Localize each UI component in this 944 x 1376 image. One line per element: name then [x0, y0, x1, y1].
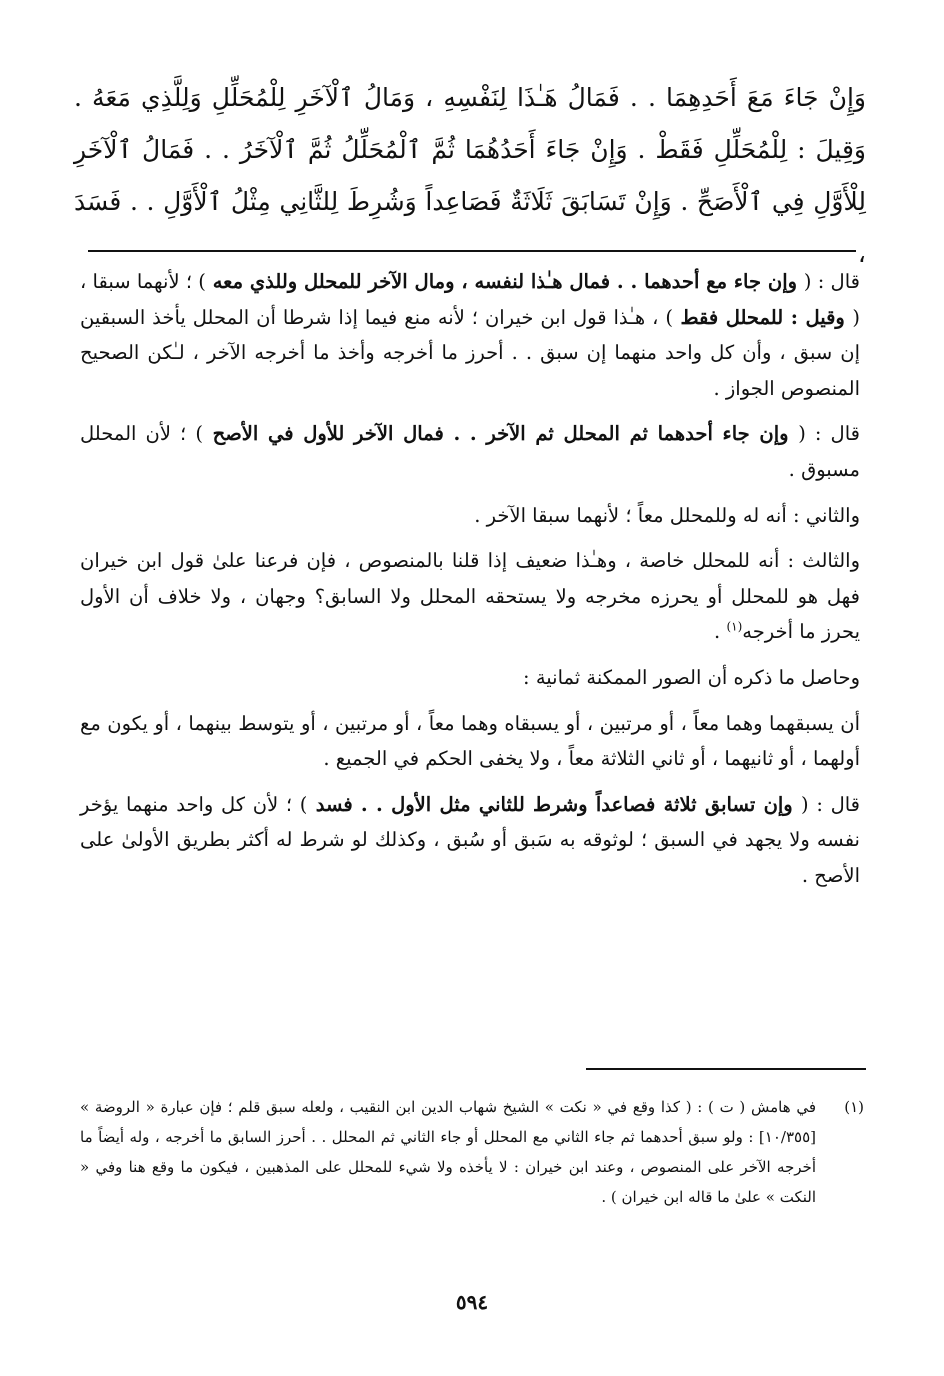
footnote-number: (١)	[844, 1098, 864, 1116]
commentary-paragraph-6: أن يسبقهما وهما معاً ، أو مرتبين ، أو يسبقاه وهما معاً ، أو مرتبين ، أو يتوسط بينهما ، أو يكون مع أولهما ، أو ثانيهما ، أو ثاني الثلاثة معاً ، ولا يخفى الحكم في الجميع .	[80, 711, 860, 771]
page-number: ٥٩٤	[455, 1290, 489, 1314]
quoted-main-text: وإن جاء أحدهما ثم المحلل ثم الآخر . . فمال الآخر للأول في الأصح	[202, 422, 799, 446]
commentary-paragraph-3: والثاني : أنه له وللمحلل معاً ؛ لأنهما سبقا الآخر .	[474, 503, 860, 527]
footnote-separator	[586, 1068, 866, 1070]
quoted-main-text: وإن تسابق ثلاثة فصاعداً وشرط للثاني مثل الأول . . فسد	[307, 792, 802, 816]
commentary-paragraph-2: قال : ( وإن جاء أحدهما ثم المحلل ثم الآخر . . فمال الآخر للأول في الأصح ) ؛ لأن المحلل مسبوق .	[80, 422, 860, 481]
quoted-main-text: وإن جاء مع أحدهما . . فمال هـٰذا لنفسه ، ومال الآخر للمحلل وللذي معه	[205, 270, 804, 293]
commentary-paragraph-1: قال : ( وإن جاء مع أحدهما . . فمال هـٰذا لنفسه ، ومال الآخر للمحلل وللذي معه ) ؛ لأنهما سبقا ، ( وقيل : للمحلل فقط ) ، هـٰذا قول ابن خيران ؛ لأنه منع فيما إذا شرطا أن المحلل يأخذ السبقين إن سبق ، وأن كل واحد منهما إن سبق . . أحرز ما أخرجه وأخذ ما أخرجه الآخر ، لـٰكن الصحيح المنصوص الجواز .	[80, 270, 860, 400]
main-text-separator	[88, 250, 856, 252]
main-text-paragraph: وَإِنْ جَاءَ مَعَ أَحَدِهِمَا . . فَمَالُ هَـٰذَا لِنَفْسِهِ ، وَمَالُ ٱلْآخَرِ لِلْمُحَلِّلِ وَلِلَّذِي مَعَهُ . وَقِيلَ : لِلْمُحَلِّلِ فَقَطْ . وَإِنْ جَاءَ أَحَدُهُمَا ثُمَّ ٱلْمُحَلِّلُ ثُمَّ ٱلْآخَرُ . . فَمَالُ ٱلْآخَرِ لِلْأَوَّلِ فِي ٱلْأَصَحِّ . وَإِنْ تَسَابَقَ ثَلَاثَةٌ فَصَاعِداً وَشُرِطَ لِلثَّانِي مِثْلُ ٱلْأَوَّلِ . . فَسَدَ ،	[74, 83, 866, 268]
footnotes	[80, 1092, 864, 1212]
commentary-paragraph-7: قال : ( وإن تسابق ثلاثة فصاعداً وشرط للثاني مثل الأول . . فسد ) ؛ لأن كل واحد منهما يؤخر نفسه ولا يجهد في السبق ؛ لوثوقه به سَبق أو سُبق ، وكذلك لو شرط له أكثر بطريق الأولىٰ على الأصح .	[80, 792, 861, 887]
footnote-reference[interactable]: (١)	[726, 619, 743, 634]
commentary	[80, 264, 860, 904]
quoted-main-text: وقيل : للمحلل فقط	[672, 305, 853, 329]
footnote-item	[80, 1092, 864, 1212]
main-text	[74, 72, 866, 280]
commentary-paragraph-5: وحاصل ما ذكره أن الصور الممكنة ثمانية :	[523, 665, 860, 689]
commentary-paragraph-4: والثالث : أنه للمحلل خاصة ، وهـٰذا ضعيف إذا قلنا بالمنصوص ، فإن فرعنا علىٰ قول ابن خيران فهل هو للمحلل أو يحرزه مخرجه ولا يستحقه المحلل ولا السابق؟ وجهان ، ولا خلاف أن الأول يحرز ما أخرجه$^{(١)}$ .	[80, 549, 860, 644]
footnote-text: في هامش ( ت ) : ( كذا وقع في « نكت » الشيخ شهاب الدين ابن النقيب ، ولعله سبق قلم ؛ فإن عبارة « الروضة » [١٠/٣٥٥] : ولو سبق أحدهما ثم جاء الثاني مع المحلل أو جاء الثاني ثم المحلل . . أحرز السابق ما أخرجه ، وله أيضاً ما أخرجه الآخر على المنصوص ، وعند ابن خيران : لا يأخذه ولا شيء للمحلل على المذهبين ، فيكون ما وقع هنا وفي « النكت » علىٰ ما قاله ابن خيران ) .	[80, 1098, 816, 1206]
